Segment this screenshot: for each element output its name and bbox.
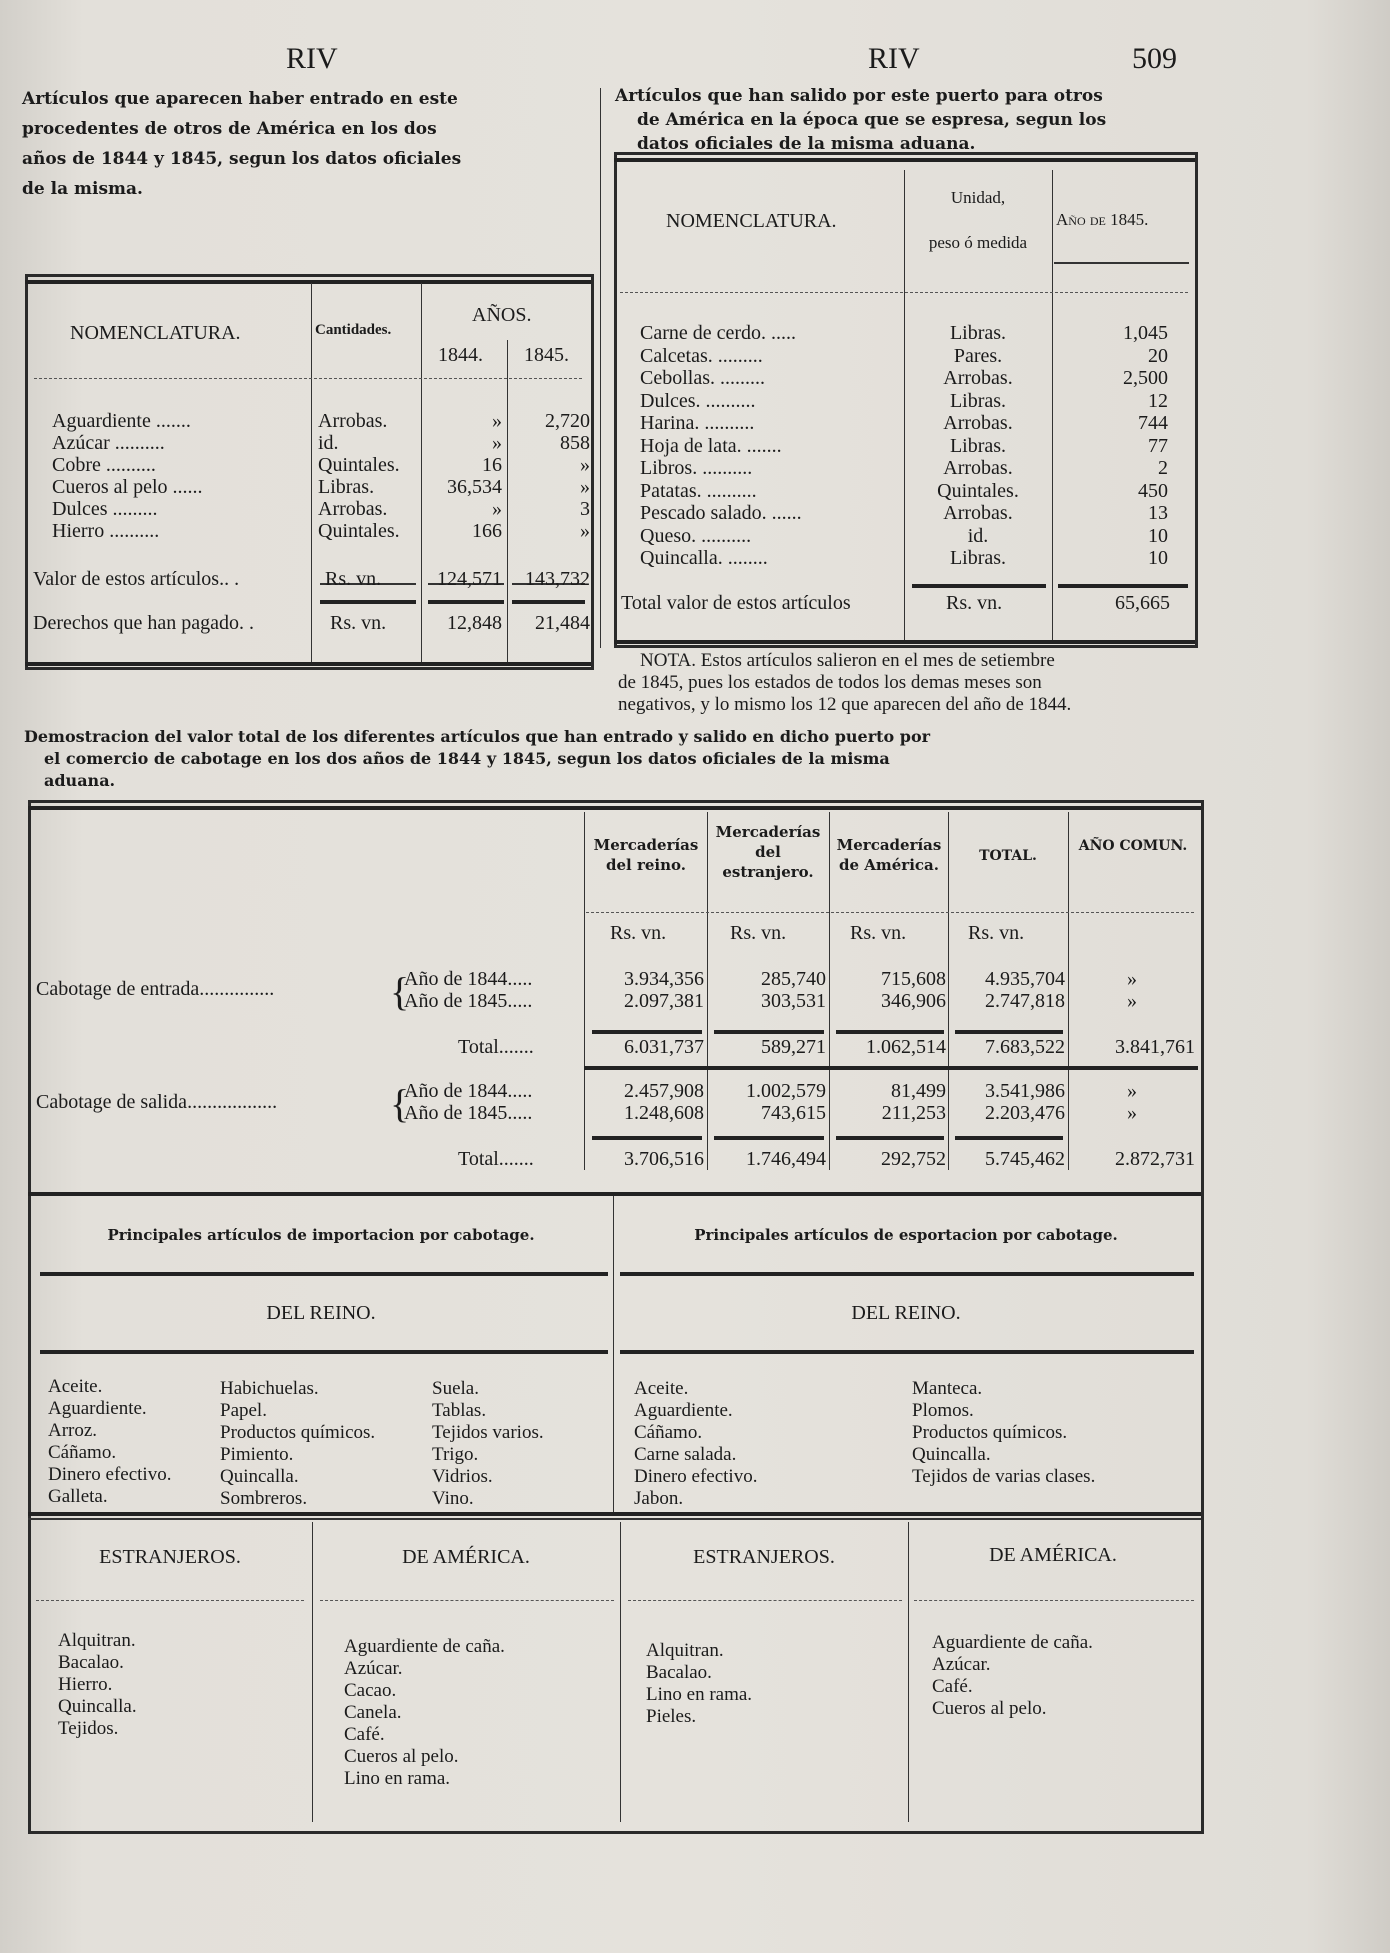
lt-1844: » xyxy=(492,410,502,432)
valor-1844: 124,571 xyxy=(437,568,502,590)
rt-unit: Libras. xyxy=(949,434,1007,457)
article-item: Café. xyxy=(344,1724,385,1745)
rule xyxy=(512,600,585,604)
demo-comun: » xyxy=(1127,1080,1137,1102)
lt-unit: Libras. xyxy=(318,476,375,498)
rt-total-value: 65,665 xyxy=(1115,592,1170,614)
rt-value: 13 xyxy=(1148,502,1168,524)
left-intro-line: procedentes de otros de América en los dos xyxy=(22,119,437,139)
unit-reino: Rs. vn. xyxy=(610,922,667,944)
lt-1845: » xyxy=(580,454,590,476)
rt-unit: Arrobas. xyxy=(943,367,1013,389)
demo-total: 2.747,818 xyxy=(985,990,1065,1012)
rt-value: 744 xyxy=(1138,412,1168,434)
demo-estranjero: 303,531 xyxy=(761,990,826,1012)
demo-year: Año de 1845..... xyxy=(404,1102,533,1124)
col-nomenclatura: NOMENCLATURA. xyxy=(70,322,241,344)
left-intro-line: años de 1844 y 1845, segun los datos oficiales xyxy=(22,149,462,169)
running-head-center: RIV xyxy=(868,42,920,75)
lt-1845: » xyxy=(580,520,590,542)
rule xyxy=(1058,584,1188,588)
rt-value: 10 xyxy=(1148,547,1168,569)
nota-line: NOTA. Estos artículos salieron en el mes de setiembre xyxy=(640,650,1055,671)
col-rule xyxy=(421,283,422,663)
rt-total-unit: Rs. vn. xyxy=(946,592,1003,614)
demo-total: 4.935,704 xyxy=(985,968,1065,990)
rt-name: Dulces. .......... xyxy=(640,389,756,412)
rt-unit: Libras. xyxy=(949,322,1007,344)
article-item: Bacalao. xyxy=(58,1652,124,1673)
article-item: Vidrios. xyxy=(432,1466,493,1487)
demo-total: 3.541,986 xyxy=(985,1080,1065,1102)
col-rule xyxy=(904,170,905,640)
article-item: Aceite. xyxy=(634,1378,689,1399)
unit-america: Rs. vn. xyxy=(850,922,907,944)
entrada-total-comun: 3.841,761 xyxy=(1115,1036,1195,1058)
col-america: Mercaderías de América. xyxy=(836,836,942,874)
article-item: Habichuelas. xyxy=(220,1378,319,1399)
rule xyxy=(25,280,591,284)
salida-total-total: 5.745,462 xyxy=(985,1148,1065,1170)
rule xyxy=(836,1030,944,1034)
salida-total-reino: 3.706,516 xyxy=(624,1148,704,1170)
col-unidad: Unidad, xyxy=(950,188,1006,207)
demo-title-line: el comercio de cabotage en los dos años de 1844 y 1845, segun los datos oficiales de la misma xyxy=(44,749,890,768)
rule xyxy=(40,1272,608,1276)
article-item: Tejidos varios. xyxy=(432,1422,544,1443)
col-rule xyxy=(584,812,585,1170)
rt-unit: Arrobas. xyxy=(943,502,1013,524)
rule xyxy=(28,806,1201,810)
derechos-1845: 21,484 xyxy=(535,612,590,634)
article-item: Dinero efectivo. xyxy=(48,1464,172,1485)
demo-comun: » xyxy=(1127,968,1137,990)
article-item: Lino en rama. xyxy=(344,1768,451,1789)
article-item: Canela. xyxy=(344,1702,402,1723)
col-rule xyxy=(311,283,312,663)
rt-total-label: Total valor de estos artículos xyxy=(621,592,851,614)
right-intro-line: de América en la época que se espresa, segun los xyxy=(637,110,1107,130)
demo-america: 715,608 xyxy=(881,968,946,990)
article-item: Plomos. xyxy=(912,1400,974,1421)
import-america-head: DE AMÉRICA. xyxy=(402,1546,530,1568)
brace: { xyxy=(390,1081,410,1126)
rt-value: 20 xyxy=(1148,344,1168,367)
demo-title xyxy=(24,726,1204,792)
lt-1844: » xyxy=(492,432,502,454)
nota-line: de 1845, pues los estados de todos los demas meses son xyxy=(618,672,1042,693)
export-title: Principales artículos de esportacion por cabotage. xyxy=(694,1226,1118,1244)
article-item: Bacalao. xyxy=(646,1662,712,1683)
lt-unit: Arrobas. xyxy=(318,498,388,520)
entrada-total-america: 1.062,514 xyxy=(866,1036,946,1058)
col-1845: 1845. xyxy=(524,344,569,366)
article-item: Sombreros. xyxy=(220,1488,308,1509)
lt-name: Cueros al pelo ...... xyxy=(52,476,203,498)
brace: { xyxy=(390,969,410,1014)
rule xyxy=(34,378,582,379)
col-rule xyxy=(312,1522,313,1822)
rt-name: Harina. .......... xyxy=(640,412,755,434)
demo-america: 211,253 xyxy=(881,1102,946,1124)
rule xyxy=(620,292,1188,293)
lt-name: Azúcar .......... xyxy=(52,432,165,454)
demo-title-line: aduana. xyxy=(44,771,116,790)
demo-reino: 1.248,608 xyxy=(624,1102,704,1124)
rule xyxy=(1054,262,1189,264)
article-item: Papel. xyxy=(220,1400,267,1421)
demo-comun: » xyxy=(1127,990,1137,1012)
salida-label: Cabotage de salida.................. xyxy=(36,1091,278,1113)
article-item: Pieles. xyxy=(646,1706,697,1727)
lt-1844: » xyxy=(492,498,502,520)
article-item: Azúcar. xyxy=(344,1658,403,1679)
article-item: Alquitran. xyxy=(58,1630,136,1651)
col-estranjero: Mercaderías del estranjero. xyxy=(715,823,821,881)
col-ano-1845: Año de 1845. xyxy=(1056,210,1149,229)
nota-line: negativos, y lo mismo los 12 que aparecen del año de 1844. xyxy=(618,694,1072,715)
col-cantidades: Cantidades. xyxy=(315,322,392,338)
rule xyxy=(592,1136,702,1140)
rule xyxy=(584,1066,1198,1070)
demo-reino: 2.457,908 xyxy=(624,1080,704,1102)
demo-america: 346,906 xyxy=(881,990,946,1012)
lt-1844: 16 xyxy=(482,454,502,476)
lt-1845: 2,720 xyxy=(545,410,590,432)
lt-name: Dulces ......... xyxy=(52,498,158,520)
demo-america: 81,499 xyxy=(891,1080,946,1102)
demo-year: Año de 1845..... xyxy=(404,990,533,1012)
col-rule xyxy=(613,1196,614,1512)
rt-name: Cebollas. ......... xyxy=(640,367,765,389)
col-rule xyxy=(908,1522,909,1822)
article-item: Alquitran. xyxy=(646,1640,724,1661)
rt-unit: id. xyxy=(967,524,989,547)
salida-total-estranjero: 1.746,494 xyxy=(746,1148,826,1170)
entrada-label: Cabotage de entrada............... xyxy=(36,978,275,1000)
demo-year: Año de 1844..... xyxy=(404,968,533,990)
rule xyxy=(914,1600,1194,1601)
article-item: Jabon. xyxy=(634,1488,684,1509)
col-comun: AÑO COMUN. xyxy=(1078,838,1188,854)
derechos-label: Derechos que han pagado. . xyxy=(33,612,255,634)
article-item: Tablas. xyxy=(432,1400,487,1421)
article-item: Hierro. xyxy=(58,1674,113,1695)
article-item: Cáñamo. xyxy=(48,1442,117,1463)
rule xyxy=(428,600,504,604)
unit-estranjero: Rs. vn. xyxy=(730,922,787,944)
valor-label: Valor de estos artículos.. . xyxy=(33,568,240,590)
lt-unit: id. xyxy=(318,432,339,454)
lt-name: Hierro .......... xyxy=(52,520,160,542)
rt-name: Patatas. .......... xyxy=(640,479,757,502)
rt-unit: Arrobas. xyxy=(943,412,1013,434)
rule xyxy=(620,1272,1194,1276)
lt-unit: Quintales. xyxy=(318,520,400,542)
valor-unit: Rs. vn. xyxy=(325,568,382,590)
demo-reino: 3.934,356 xyxy=(624,968,704,990)
rt-unit: Libras. xyxy=(949,547,1007,569)
lt-1844: 166 xyxy=(472,520,502,542)
rt-value: 10 xyxy=(1148,524,1168,547)
rule xyxy=(620,1350,1194,1354)
article-item: Pimiento. xyxy=(220,1444,294,1465)
article-item: Arroz. xyxy=(48,1420,98,1441)
export-del-reino: DEL REINO. xyxy=(851,1302,961,1324)
article-item: Azúcar. xyxy=(932,1654,991,1675)
article-item: Aguardiente de caña. xyxy=(344,1636,505,1657)
article-item: Quincalla. xyxy=(912,1444,991,1465)
entrada-label-text: Cabotage de entrada xyxy=(36,978,200,1000)
entrada-total-total: 7.683,522 xyxy=(985,1036,1065,1058)
rule xyxy=(25,662,591,666)
rule xyxy=(586,912,1194,913)
rt-value: 450 xyxy=(1138,479,1168,502)
demo-estranjero: 743,615 xyxy=(761,1102,826,1124)
salida-total-america: 292,752 xyxy=(881,1148,946,1170)
rule xyxy=(912,584,1046,588)
rule xyxy=(320,600,416,604)
col-nomenclatura-r: NOMENCLATURA. xyxy=(666,210,837,232)
import-title: Principales artículos de importacion por cabotage. xyxy=(107,1226,535,1244)
rule xyxy=(40,1350,608,1354)
article-item: Tejidos. xyxy=(58,1718,119,1739)
lt-name: Aguardiente ....... xyxy=(52,410,191,432)
rule xyxy=(628,1600,902,1601)
left-intro xyxy=(22,84,584,204)
rt-value: 2 xyxy=(1158,457,1168,479)
article-item: Vino. xyxy=(432,1488,474,1509)
col-rule xyxy=(507,340,508,663)
rule xyxy=(836,1136,944,1140)
left-intro-line: Artículos que aparecen haber entrado en este xyxy=(22,89,458,109)
valor-1845: 143,732 xyxy=(525,568,590,590)
right-intro-line: datos oficiales de la misma aduana. xyxy=(637,134,976,154)
nota xyxy=(618,650,1206,716)
rule xyxy=(614,158,1195,162)
demo-total: 2.203,476 xyxy=(985,1102,1065,1124)
col-1844: 1844. xyxy=(438,344,483,366)
unit-total: Rs. vn. xyxy=(968,922,1025,944)
col-total: TOTAL. xyxy=(979,848,1037,864)
export-estranjeros-head: ESTRANJEROS. xyxy=(693,1546,835,1568)
rt-unit: Pares. xyxy=(953,344,1003,367)
rule xyxy=(955,1136,1063,1140)
article-item: Dinero efectivo. xyxy=(634,1466,758,1487)
rule xyxy=(592,1030,702,1034)
rule xyxy=(614,640,1195,644)
demo-estranjero: 285,740 xyxy=(761,968,826,990)
col-peso: peso ó medida xyxy=(928,233,1028,252)
running-head-left: RIV xyxy=(286,42,338,75)
article-item: Tejidos de varias clases. xyxy=(912,1466,1096,1487)
rt-value: 12 xyxy=(1148,389,1168,412)
article-item: Quincalla. xyxy=(220,1466,299,1487)
article-item: Trigo. xyxy=(432,1444,479,1465)
rt-value: 1,045 xyxy=(1123,322,1168,344)
entrada-total-reino: 6.031,737 xyxy=(624,1036,704,1058)
rule xyxy=(320,1600,614,1601)
article-item: Aguardiente. xyxy=(48,1398,147,1419)
article-item: Manteca. xyxy=(912,1378,983,1399)
rt-name: Calcetas. ......... xyxy=(640,344,763,367)
lt-1845: 858 xyxy=(560,432,590,454)
rule xyxy=(28,1512,1201,1516)
col-rule xyxy=(1052,170,1053,640)
article-item: Carne salada. xyxy=(634,1444,737,1465)
rt-unit: Quintales. xyxy=(937,479,1019,502)
right-intro-line: Artículos que han salido por este puerto para otros xyxy=(615,86,1103,106)
article-item: Productos químicos. xyxy=(220,1422,376,1443)
rt-value: 2,500 xyxy=(1123,367,1168,389)
lt-1845: » xyxy=(580,476,590,498)
demo-year: Año de 1844..... xyxy=(404,1080,533,1102)
left-intro-line: de la misma. xyxy=(22,179,143,199)
entrada-total-label: Total....... xyxy=(458,1036,534,1058)
article-item: Café. xyxy=(932,1676,973,1697)
article-item: Aguardiente de caña. xyxy=(932,1632,1093,1653)
lt-1845: 3 xyxy=(580,498,590,520)
salida-label-text: Cabotage de salida xyxy=(36,1091,188,1113)
rt-name: Carne de cerdo. ..... xyxy=(640,322,797,344)
demo-estranjero: 1.002,579 xyxy=(746,1080,826,1102)
article-item: Cáñamo. xyxy=(634,1422,703,1443)
export-america-head: DE AMÉRICA. xyxy=(989,1544,1117,1566)
import-del-reino: DEL REINO. xyxy=(266,1302,376,1324)
lt-unit: Arrobas. xyxy=(318,410,388,432)
article-item: Suela. xyxy=(432,1378,479,1399)
rule xyxy=(36,1600,304,1601)
derechos-unit: Rs. vn. xyxy=(330,612,387,634)
rt-value: 77 xyxy=(1148,434,1168,457)
rt-name: Quincalla. ........ xyxy=(640,547,768,569)
rule xyxy=(28,1192,1201,1196)
article-item: Lino en rama. xyxy=(646,1684,753,1705)
rule xyxy=(714,1136,824,1140)
right-intro xyxy=(615,84,1200,156)
lt-1844: 36,534 xyxy=(447,476,502,498)
salida-total-label: Total....... xyxy=(458,1148,534,1170)
entrada-total-estranjero: 589,271 xyxy=(761,1036,826,1058)
rt-name: Libros. .......... xyxy=(640,457,753,479)
article-item: Cueros al pelo. xyxy=(344,1746,459,1767)
rt-unit: Libras. xyxy=(949,389,1007,412)
lt-unit: Quintales. xyxy=(318,454,400,476)
col-rule xyxy=(620,1522,621,1822)
derechos-1844: 12,848 xyxy=(447,612,502,634)
article-item: Galleta. xyxy=(48,1486,108,1507)
col-anos: AÑOS. xyxy=(472,304,532,326)
import-estranjeros-head: ESTRANJEROS. xyxy=(99,1546,241,1568)
rt-name: Queso. .......... xyxy=(640,524,752,547)
article-item: Cacao. xyxy=(344,1680,397,1701)
rule xyxy=(714,1030,824,1034)
article-item: Cueros al pelo. xyxy=(932,1698,1047,1719)
salida-total-comun: 2.872,731 xyxy=(1115,1148,1195,1170)
rule xyxy=(955,1030,1063,1034)
lt-name: Cobre .......... xyxy=(52,454,156,476)
rt-name: Hoja de lata. ....... xyxy=(640,434,782,457)
rule xyxy=(28,1518,1201,1520)
article-item: Productos químicos. xyxy=(912,1422,1068,1443)
rt-unit: Arrobas. xyxy=(943,457,1013,479)
page-number: 509 xyxy=(1132,42,1177,75)
demo-title-line: Demostracion del valor total de los diferentes artículos que han entrado y salido en dicho puerto por xyxy=(24,727,931,746)
article-item: Aceite. xyxy=(48,1376,103,1397)
article-item: Quincalla. xyxy=(58,1696,137,1717)
column-rule xyxy=(600,88,601,648)
article-item: Aguardiente. xyxy=(634,1400,733,1421)
col-reino: Mercaderías del reino. xyxy=(593,836,699,874)
demo-reino: 2.097,381 xyxy=(624,990,704,1012)
rt-name: Pescado salado. ...... xyxy=(640,502,802,524)
demo-comun: » xyxy=(1127,1102,1137,1124)
